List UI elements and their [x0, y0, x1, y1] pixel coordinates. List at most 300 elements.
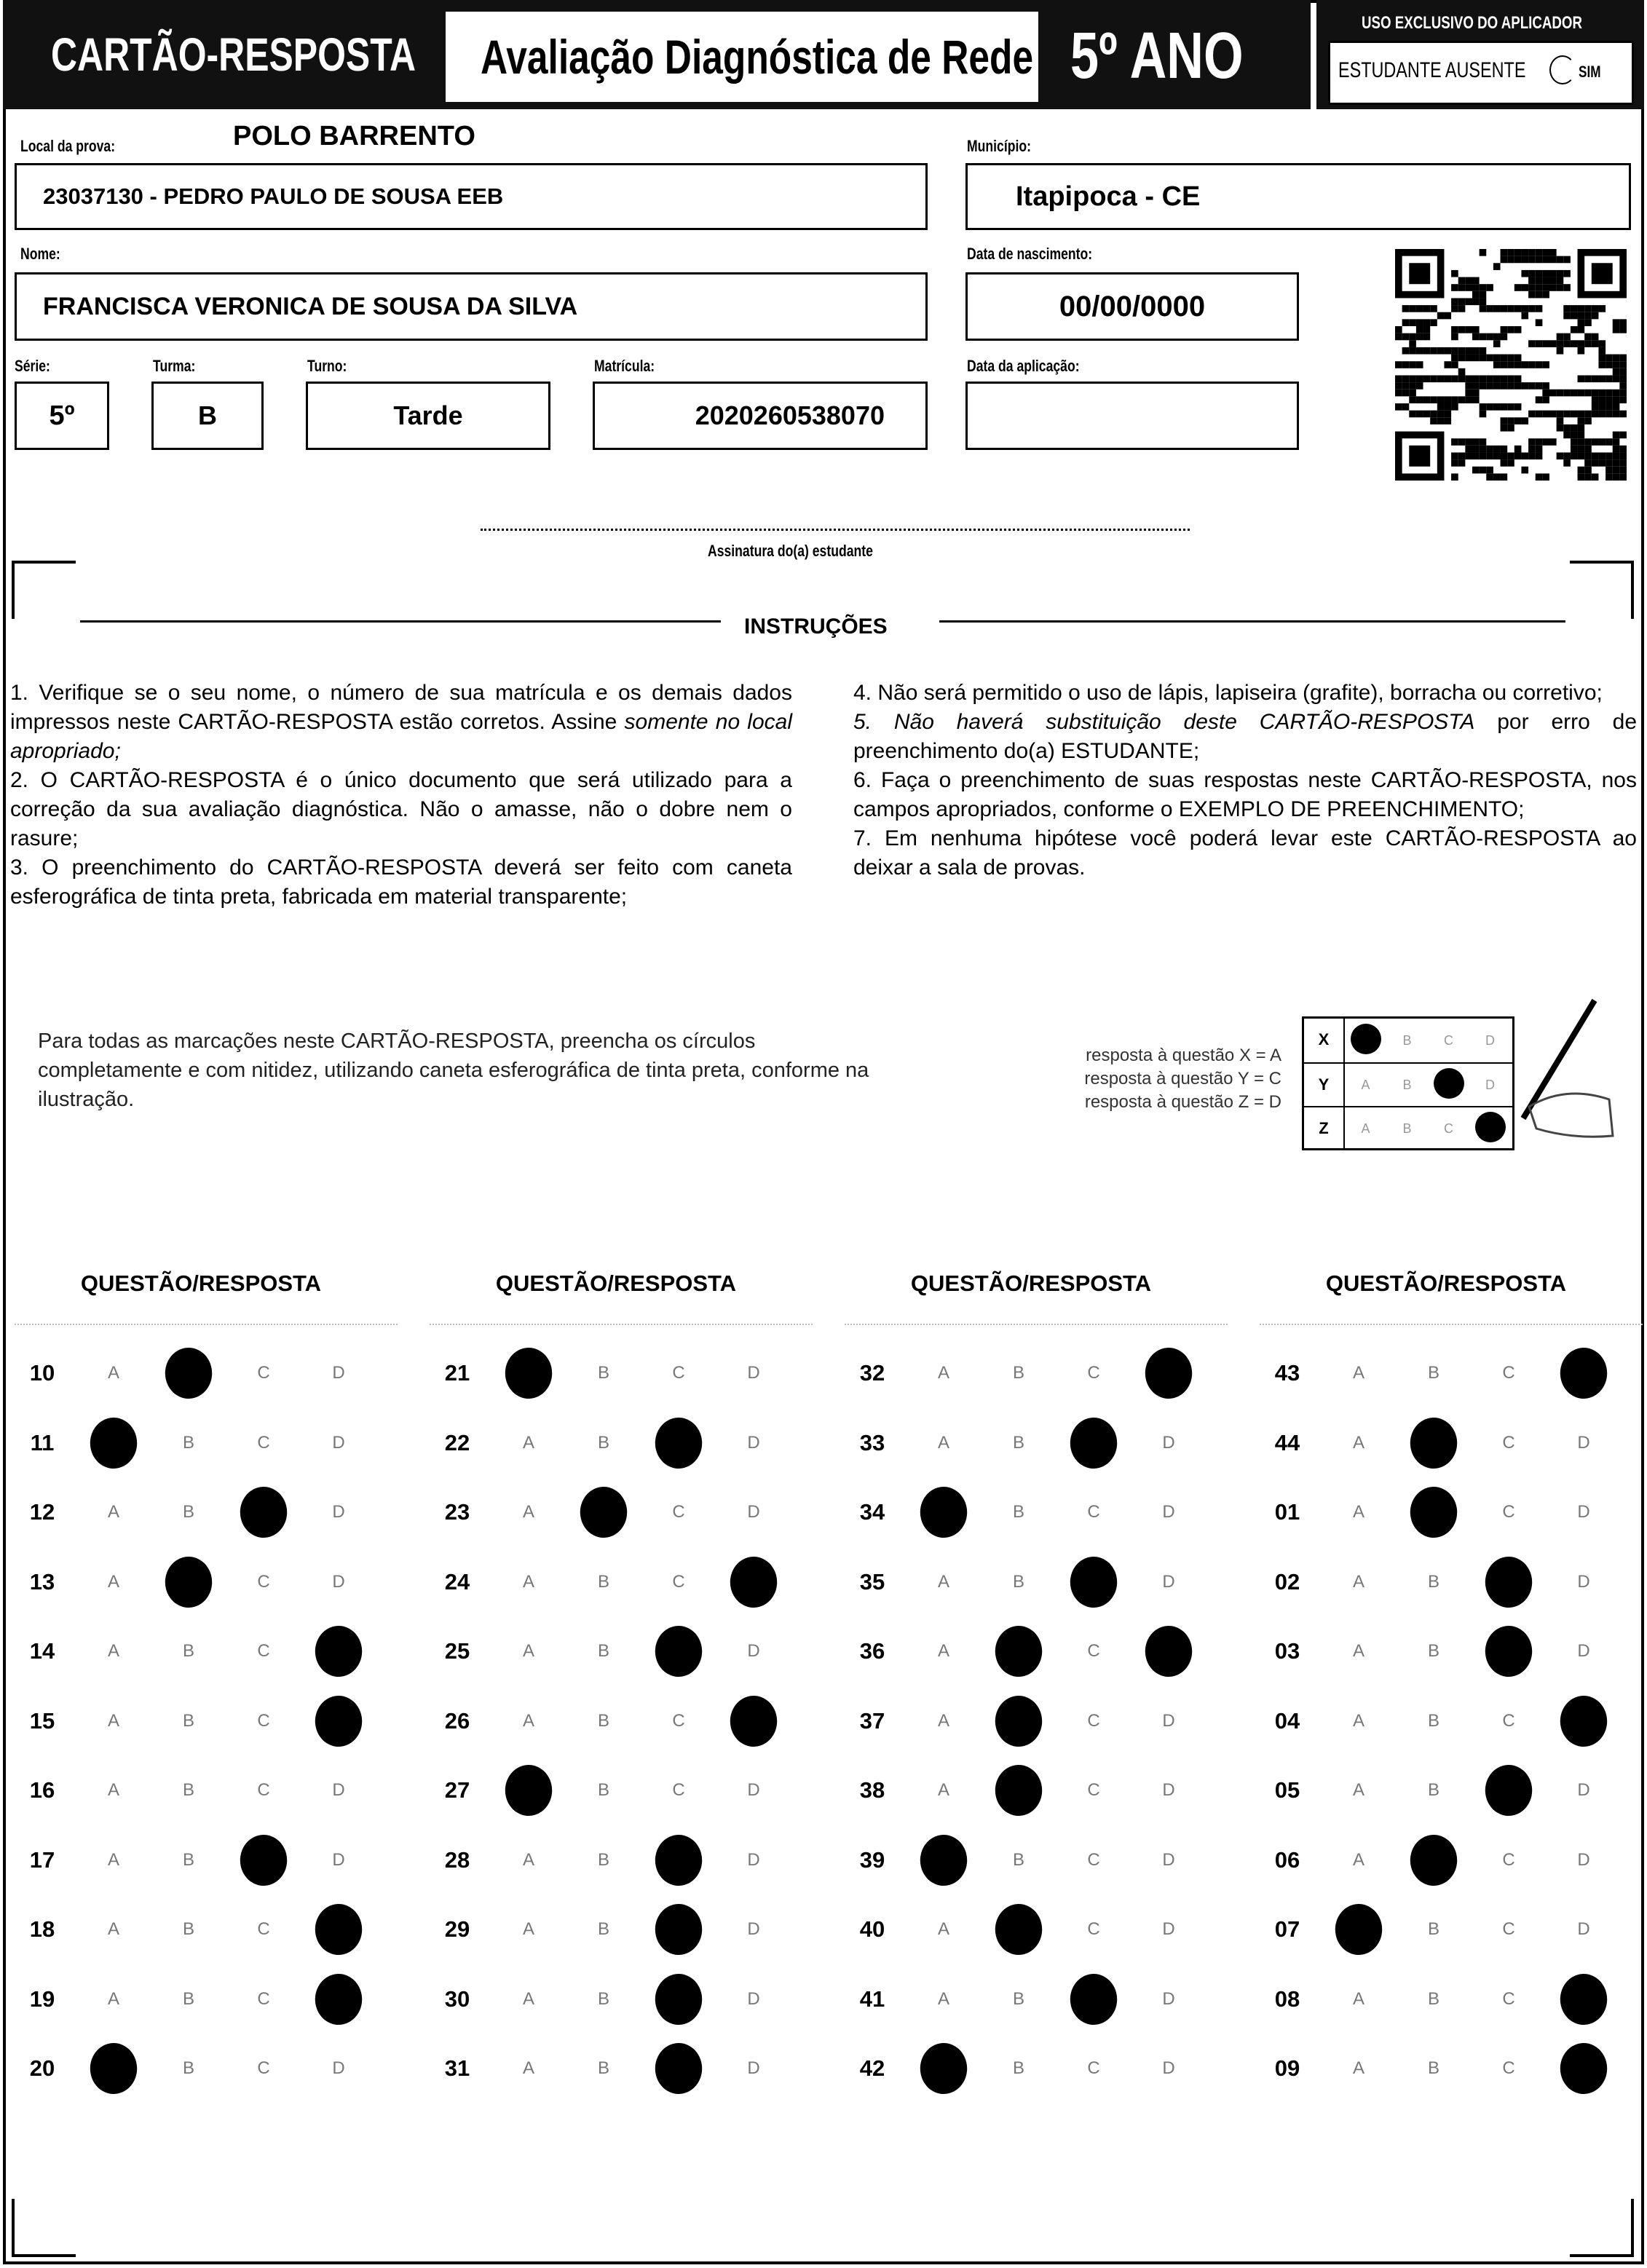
answer-bubble[interactable]: B [1427, 1988, 1439, 2009]
answer-bubble[interactable]: B [182, 1710, 194, 1731]
question-number: 38 [859, 1777, 885, 1803]
example-option-B: B [1402, 1032, 1412, 1048]
answer-bubble[interactable]: D [1577, 1780, 1590, 1800]
answer-bubble[interactable]: C [672, 1710, 685, 1731]
answer-bubble[interactable]: B [182, 2058, 194, 2078]
grade-label [1070, 19, 1292, 94]
corner-mark [12, 561, 76, 619]
divider [80, 620, 721, 623]
answer-bubble[interactable]: B [182, 1919, 194, 1939]
question-number: 11 [30, 1429, 55, 1455]
question-number: 30 [444, 1986, 470, 2012]
question-number: 13 [29, 1568, 55, 1595]
question-number: 02 [1274, 1568, 1300, 1595]
answer-bubble-filled[interactable]: A [85, 1412, 143, 1474]
legend-y: resposta à questão Y = C [1084, 1069, 1281, 1088]
answer-bubble-filled[interactable]: D [310, 1690, 368, 1753]
answer-bubble[interactable]: D [1162, 1432, 1175, 1453]
instruction-6: 6. Faça o preenchimento de suas respostas neste CARTÃO-RESPOSTA, nos campos apropriados, conforme o EXEMPLO DE PREENCHIMENTO; [853, 768, 1637, 821]
legend-z: resposta à questão Z = D [1084, 1092, 1281, 1112]
instructions-right [853, 679, 1637, 882]
answer-bubble[interactable]: D [1162, 1849, 1175, 1870]
corner-mark [1570, 561, 1634, 619]
absent-label [1338, 58, 1579, 83]
answer-bubble[interactable]: C [1087, 1641, 1100, 1661]
question-number: 44 [1274, 1429, 1300, 1455]
answer-bubble[interactable]: A [522, 1641, 534, 1661]
example-text: Para todas as marcações neste CARTÃO-RESPOSTA, preencha os círculos completamente e com nitidez, utilizando caneta esferográfica de tinta preta, conforme na ilustração. [38, 1030, 869, 1111]
answer-bubble-filled[interactable]: C [1480, 1551, 1538, 1613]
column-header: QUESTÃO/RESPOSTA [1325, 1271, 1567, 1296]
answer-bubble[interactable]: B [1012, 1363, 1024, 1383]
answer-bubble[interactable]: C [1502, 2058, 1515, 2078]
answer-bubble[interactable]: D [1577, 1502, 1590, 1522]
answer-bubble[interactable]: B [1012, 1571, 1024, 1592]
answer-bubble-filled[interactable]: D [725, 1551, 783, 1613]
answer-bubble[interactable]: C [672, 1363, 685, 1383]
grade-text: 5º ANO [1070, 20, 1244, 92]
example-legend [976, 1044, 1281, 1114]
answer-bubble[interactable]: C [1087, 1919, 1100, 1939]
serie-field [15, 382, 109, 450]
instruction-3: 3. O preenchimento do CARTÃO-RESPOSTA deverá ser feito com caneta esferográfica de tinta preta, fabricada em material transparente; [10, 856, 792, 909]
question-number: 01 [1274, 1499, 1300, 1525]
example-option-D: D [1485, 1032, 1495, 1048]
answer-bubble[interactable]: D [332, 1502, 345, 1522]
nome-label: Nome: [20, 245, 60, 263]
answer-bubble[interactable]: C [1502, 1849, 1515, 1870]
question-number: 39 [859, 1846, 885, 1873]
answer-bubble[interactable]: A [937, 1919, 949, 1939]
answer-bubble[interactable]: A [522, 1919, 534, 1939]
question-number: 37 [859, 1707, 885, 1734]
answer-bubble[interactable]: D [1577, 1571, 1590, 1592]
answer-bubble-filled[interactable]: C [650, 2037, 708, 2100]
answer-bubble[interactable]: A [107, 1849, 119, 1870]
instruction-2: 2. O CARTÃO-RESPOSTA é o único documento que será utilizado para a correção da sua avaliação diagnóstica. Não o amasse, não o dobre nem o rasure; [10, 768, 792, 850]
question-number: 18 [29, 1916, 55, 1942]
divider [15, 1324, 398, 1325]
answer-bubble[interactable]: B [597, 1919, 609, 1939]
answer-bubble[interactable]: B [597, 1849, 609, 1870]
question-number: 32 [859, 1360, 885, 1386]
example-option-A: A [1361, 1077, 1370, 1092]
question-number: 12 [29, 1499, 55, 1525]
turma-value: B [198, 400, 217, 430]
answer-bubble-filled[interactable]: D [1140, 1620, 1198, 1683]
nome-field [15, 272, 928, 341]
question-number: 43 [1274, 1360, 1300, 1386]
instruction-1-emphasis: somente no local apropriado; [10, 710, 792, 763]
answer-bubble[interactable]: A [107, 1641, 119, 1661]
answer-bubble[interactable]: A [522, 1849, 534, 1870]
answer-bubble[interactable]: D [332, 1432, 345, 1453]
answer-bubble[interactable]: D [332, 1780, 345, 1800]
answer-bubble[interactable]: A [1352, 1363, 1364, 1383]
corner-mark [1570, 2199, 1634, 2257]
instruction-7: 7. Em nenhuma hipótese você poderá levar este CARTÃO-RESPOSTA ao deixar a sala de provas. [853, 826, 1637, 880]
answer-bubble-filled[interactable]: B [575, 1481, 633, 1544]
answer-bubble[interactable]: C [257, 1571, 270, 1592]
answer-bubble[interactable]: B [597, 1780, 609, 1800]
answer-bubble[interactable]: C [257, 1988, 270, 2009]
answer-bubble[interactable]: C [257, 1641, 270, 1661]
answer-bubble-filled[interactable]: A [500, 1759, 558, 1822]
answer-bubble[interactable]: C [257, 1710, 270, 1731]
serie-value: 5º [49, 400, 75, 431]
column-header: QUESTÃO/RESPOSTA [910, 1271, 1152, 1296]
answer-bubble[interactable]: A [1352, 2058, 1364, 2078]
answer-bubble[interactable]: B [597, 1988, 609, 2009]
answer-bubble[interactable]: A [937, 1780, 949, 1800]
instructions-title: INSTRUÇÕES [744, 615, 888, 639]
answer-bubble-filled[interactable]: A [85, 2037, 143, 2100]
answer-bubble[interactable]: A [1352, 1571, 1364, 1592]
example-option-A: A [1361, 1121, 1370, 1136]
answer-bubble[interactable]: A [522, 1502, 534, 1522]
answer-bubble[interactable]: D [1162, 1502, 1175, 1522]
question-number: 10 [29, 1360, 55, 1386]
answer-bubble[interactable]: C [257, 1363, 270, 1383]
answer-bubble[interactable]: C [672, 1571, 685, 1592]
answer-bubble[interactable]: A [1352, 1502, 1364, 1522]
answer-bubble-filled[interactable]: D [310, 1898, 368, 1961]
answer-bubble[interactable]: B [182, 1988, 194, 2009]
answer-bubble[interactable]: A [937, 1710, 949, 1731]
absent-checkbox[interactable] [1549, 55, 1576, 84]
nasc-value: 00/00/0000 [1059, 290, 1206, 323]
answer-bubble[interactable]: C [672, 1780, 685, 1800]
answer-bubble[interactable]: C [257, 1780, 270, 1800]
answer-bubble[interactable]: A [937, 1571, 949, 1592]
school-value: 23037130 - PEDRO PAULO DE SOUSA EEB [43, 183, 504, 209]
answer-bubble-filled[interactable]: C [235, 1829, 293, 1892]
answer-bubble[interactable]: D [1577, 1919, 1590, 1939]
answer-bubble[interactable]: C [1087, 1363, 1100, 1383]
answer-bubble[interactable]: D [1162, 1780, 1175, 1800]
answer-bubble[interactable]: D [747, 1780, 760, 1800]
answer-bubble[interactable]: C [1087, 1780, 1100, 1800]
answer-bubble-filled[interactable]: C [235, 1481, 293, 1544]
answer-bubble[interactable]: D [747, 1849, 760, 1870]
answer-bubble[interactable]: D [747, 2058, 760, 2078]
answer-bubble[interactable]: B [597, 1571, 609, 1592]
answer-bubble[interactable]: B [182, 1780, 194, 1800]
question-number: 25 [444, 1638, 470, 1664]
question-number: 22 [444, 1429, 470, 1455]
answer-bubble[interactable]: C [1502, 1919, 1515, 1939]
question-number: 07 [1274, 1916, 1300, 1942]
legend-x: resposta à questão X = A [1086, 1046, 1281, 1065]
example-row [1304, 1019, 1512, 1062]
answer-bubble[interactable]: A [1352, 1641, 1364, 1661]
municipio-value: Itapipoca - CE [1016, 181, 1201, 212]
question-number: 31 [444, 2055, 470, 2081]
answer-bubble-filled[interactable]: D [310, 1968, 368, 2031]
answer-bubble[interactable]: B [597, 1641, 609, 1661]
answer-bubble-filled[interactable]: D [1140, 1342, 1198, 1404]
answer-bubble[interactable]: B [182, 1432, 194, 1453]
answer-bubble[interactable]: B [1012, 1988, 1024, 2009]
answer-bubble[interactable]: B [1012, 1502, 1024, 1522]
answer-bubble-filled[interactable]: D [1555, 2037, 1613, 2100]
answer-bubble[interactable]: D [747, 1988, 760, 2009]
answer-bubble-filled[interactable]: B [990, 1898, 1048, 1961]
answer-bubble[interactable]: A [1352, 1432, 1364, 1453]
answer-bubble-filled[interactable]: D [1555, 1342, 1613, 1404]
aplicacao-field[interactable] [965, 382, 1299, 450]
answer-bubble[interactable]: D [747, 1363, 760, 1383]
question-number: 42 [859, 2055, 885, 2081]
answer-bubble[interactable]: C [1502, 1363, 1515, 1383]
answer-bubble[interactable]: A [1352, 1988, 1364, 2009]
answer-bubble-filled[interactable]: B [990, 1759, 1048, 1822]
answer-bubble-filled[interactable]: A [915, 1829, 973, 1892]
answer-bubble[interactable]: A [107, 1502, 119, 1522]
answer-bubble-filled[interactable]: D [1555, 1968, 1613, 2031]
answer-bubble[interactable]: D [747, 1919, 760, 1939]
turma-field [151, 382, 264, 450]
question-number: 05 [1274, 1777, 1300, 1803]
question-number: 26 [444, 1707, 470, 1734]
answer-bubble[interactable]: B [1427, 2058, 1439, 2078]
answer-bubble[interactable]: B [1427, 1571, 1439, 1592]
answer-bubble[interactable]: C [257, 1919, 270, 1939]
answer-bubble[interactable]: B [182, 1641, 194, 1661]
answer-bubble[interactable]: A [937, 1363, 949, 1383]
answer-bubble[interactable]: B [597, 1363, 609, 1383]
answer-bubble[interactable]: B [1012, 1432, 1024, 1453]
answer-bubble-filled[interactable]: C [1065, 1968, 1123, 2031]
municipio-label: Município: [967, 137, 1031, 155]
answer-bubble[interactable]: A [1352, 1849, 1364, 1870]
answer-bubble-filled[interactable]: C [650, 1829, 708, 1892]
answer-bubble[interactable]: A [107, 1988, 119, 2009]
question-number: 41 [859, 1986, 885, 2012]
answer-bubble[interactable]: B [1427, 1780, 1439, 1800]
matricula-label: Matrícula: [594, 357, 655, 375]
answer-bubble[interactable]: A [107, 1571, 119, 1592]
answer-bubble-filled[interactable]: C [1480, 1759, 1538, 1822]
question-number: 24 [444, 1568, 470, 1595]
answer-bubble[interactable]: A [522, 1432, 534, 1453]
applicator-label [1362, 13, 1644, 33]
question-number: 16 [29, 1777, 55, 1803]
turno-value: Tarde [393, 400, 463, 430]
answer-bubble-filled[interactable]: A [915, 1481, 973, 1544]
answer-bubble[interactable]: C [1087, 1849, 1100, 1870]
signature-line [481, 529, 1190, 531]
question-number: 09 [1274, 2055, 1300, 2081]
example-row [1304, 1106, 1512, 1150]
answer-bubble-filled[interactable]: C [1480, 1620, 1538, 1683]
answer-bubble-filled[interactable]: C [1065, 1412, 1123, 1474]
instruction-5: por erro de preenchimento do(a) ESTUDANTE; [853, 710, 1638, 763]
answer-bubble-filled[interactable]: C [1065, 1551, 1123, 1613]
instruction-5-emphasis: 5. Não haverá substituição deste CARTÃO-RESPOSTA [853, 710, 1475, 734]
answer-bubble[interactable]: B [182, 1502, 194, 1522]
nasc-field [965, 272, 1299, 341]
example-option-B: B [1402, 1121, 1412, 1136]
answer-bubble[interactable]: D [1162, 1710, 1175, 1731]
answer-bubble[interactable]: D [1162, 1988, 1175, 2009]
answer-bubble-filled[interactable]: D [310, 1620, 368, 1683]
answer-bubble[interactable]: D [1577, 1849, 1590, 1870]
answer-bubble[interactable]: D [1577, 1432, 1590, 1453]
example-option-C [1428, 1068, 1469, 1102]
answer-bubble-filled[interactable]: B [160, 1342, 218, 1404]
answer-bubble-filled[interactable]: C [650, 1620, 708, 1683]
divider [845, 1324, 1228, 1325]
exam-title-text: Avaliação Diagnóstica de Rede [481, 30, 1034, 84]
answer-bubble[interactable]: D [332, 1571, 345, 1592]
answer-bubble-filled[interactable]: C [650, 1412, 708, 1474]
matricula-field [593, 382, 928, 450]
answer-bubble-filled[interactable]: C [650, 1898, 708, 1961]
divider [430, 1324, 813, 1325]
answer-bubble[interactable]: D [1162, 1919, 1175, 1939]
question-number: 20 [29, 2055, 55, 2081]
question-number: 04 [1274, 1707, 1300, 1734]
answer-bubble[interactable]: A [937, 1432, 949, 1453]
example-question: Z [1304, 1107, 1345, 1150]
question-number: 29 [444, 1916, 470, 1942]
instruction-4: 4. Não será permitido o uso de lápis, lapiseira (grafite), borracha ou corretivo; [853, 681, 1603, 705]
example-row [1304, 1062, 1512, 1106]
answer-bubble[interactable]: A [107, 1710, 119, 1731]
answer-bubble-filled[interactable]: B [1405, 1481, 1463, 1544]
answer-bubble[interactable]: D [1162, 1571, 1175, 1592]
answer-bubble[interactable]: C [1502, 1710, 1515, 1731]
question-number: 28 [444, 1846, 470, 1873]
card-title-text: CARTÃO-RESPOSTA [51, 28, 416, 81]
instructions-left [10, 679, 792, 912]
answer-bubble[interactable]: A [107, 1919, 119, 1939]
answer-bubble[interactable]: B [597, 1432, 609, 1453]
example-option-D: D [1485, 1077, 1495, 1092]
answer-bubble[interactable]: A [522, 1571, 534, 1592]
answer-bubble[interactable]: B [1012, 2058, 1024, 2078]
answer-bubble[interactable]: D [332, 1849, 345, 1870]
answer-bubble-filled[interactable]: D [1555, 1690, 1613, 1753]
qr-code [1395, 249, 1627, 481]
question-number: 17 [29, 1846, 55, 1873]
question-number: 08 [1274, 1986, 1300, 2012]
answer-bubble[interactable]: A [522, 1988, 534, 2009]
applicator-text: USO EXCLUSIVO DO APLICADOR [1362, 13, 1583, 33]
school-field [15, 163, 928, 230]
answer-bubble[interactable]: A [107, 1363, 119, 1383]
question-number: 19 [29, 1986, 55, 2012]
answer-bubble[interactable]: B [597, 1710, 609, 1731]
question-number: 36 [859, 1638, 885, 1664]
column-header: QUESTÃO/RESPOSTA [495, 1271, 737, 1296]
divider [1260, 1324, 1643, 1325]
answer-bubble-filled[interactable]: C [650, 1968, 708, 2031]
answer-bubble[interactable]: A [522, 2058, 534, 2078]
serie-label: Série: [15, 357, 50, 375]
answer-bubble[interactable]: C [672, 1502, 685, 1522]
answer-bubble[interactable]: D [1162, 2058, 1175, 2078]
answer-bubble[interactable]: D [1577, 1641, 1590, 1661]
answer-bubble-filled[interactable]: B [1405, 1412, 1463, 1474]
pen-hand-icon [1485, 997, 1616, 1143]
question-number: 21 [444, 1360, 470, 1386]
answer-bubble[interactable]: D [332, 1363, 345, 1383]
answer-bubble[interactable]: B [1012, 1849, 1024, 1870]
answer-bubble[interactable]: A [937, 1988, 949, 2009]
answer-bubble-filled[interactable]: A [500, 1342, 558, 1404]
answer-bubble-filled[interactable]: B [1405, 1829, 1463, 1892]
answer-bubble[interactable]: A [107, 1780, 119, 1800]
column-header: QUESTÃO/RESPOSTA [80, 1271, 322, 1296]
answer-bubble[interactable]: C [1087, 2058, 1100, 2078]
answer-bubble[interactable]: D [747, 1432, 760, 1453]
answer-bubble[interactable]: C [257, 2058, 270, 2078]
answer-bubble[interactable]: D [332, 2058, 345, 2078]
example-option-C: C [1444, 1032, 1453, 1048]
answer-bubble[interactable]: B [182, 1849, 194, 1870]
answer-bubble-filled[interactable]: B [990, 1690, 1048, 1753]
answer-bubble[interactable]: C [257, 1432, 270, 1453]
instruction-1: 1. Verifique se o seu nome, o número de sua matrícula e os demais dados impressos neste CARTÃO-RESPOSTA estão corretos. Assine [10, 681, 792, 734]
answer-bubble[interactable]: B [1427, 1363, 1439, 1383]
answer-bubble-filled[interactable]: A [915, 2037, 973, 2100]
municipio-field [965, 163, 1631, 230]
absent-option [1579, 63, 1607, 82]
answer-bubble[interactable]: A [522, 1710, 534, 1731]
local-label: Local da prova: [20, 137, 116, 155]
answer-bubble-filled[interactable]: B [990, 1620, 1048, 1683]
answer-bubble[interactable]: A [937, 1641, 949, 1661]
answer-bubble[interactable]: B [1427, 1919, 1439, 1939]
corner-mark [12, 2199, 76, 2257]
answer-bubble-filled[interactable]: B [160, 1551, 218, 1613]
nasc-label: Data de nascimento: [967, 245, 1093, 263]
question-number: 23 [444, 1499, 470, 1525]
signature-label: Assinatura do(a) estudante [708, 542, 873, 560]
aplicacao-label: Data da aplicação: [967, 357, 1080, 375]
example-option-A [1345, 1024, 1386, 1058]
answer-bubble[interactable]: C [1087, 1502, 1100, 1522]
example-grid [1302, 1016, 1514, 1150]
answer-bubble[interactable]: B [1427, 1641, 1439, 1661]
answer-bubble[interactable]: C [1502, 1502, 1515, 1522]
answer-bubble-filled[interactable]: A [1330, 1898, 1388, 1961]
question-number: 15 [29, 1707, 55, 1734]
answer-bubble[interactable]: C [1502, 1432, 1515, 1453]
question-number: 40 [859, 1916, 885, 1942]
absent-option-text: SIM [1579, 63, 1601, 81]
answer-bubble-filled[interactable]: D [725, 1690, 783, 1753]
question-number: 33 [859, 1429, 885, 1455]
nome-value: FRANCISCA VERONICA DE SOUSA DA SILVA [43, 292, 578, 320]
answer-bubble[interactable]: C [1087, 1710, 1100, 1731]
answer-bubble[interactable]: D [747, 1641, 760, 1661]
example-question: X [1304, 1019, 1345, 1062]
turno-label: Turno: [307, 357, 347, 375]
answer-bubble[interactable]: D [747, 1502, 760, 1522]
question-number: 06 [1274, 1846, 1300, 1873]
answer-bubble[interactable]: B [597, 2058, 609, 2078]
turma-label: Turma: [153, 357, 196, 375]
answer-bubble[interactable]: B [1427, 1710, 1439, 1731]
answer-bubble[interactable]: A [1352, 1780, 1364, 1800]
answer-bubble[interactable]: C [1502, 1988, 1515, 2009]
turno-field [306, 382, 550, 450]
example-option-C: C [1444, 1121, 1453, 1136]
answer-bubble[interactable]: A [1352, 1710, 1364, 1731]
